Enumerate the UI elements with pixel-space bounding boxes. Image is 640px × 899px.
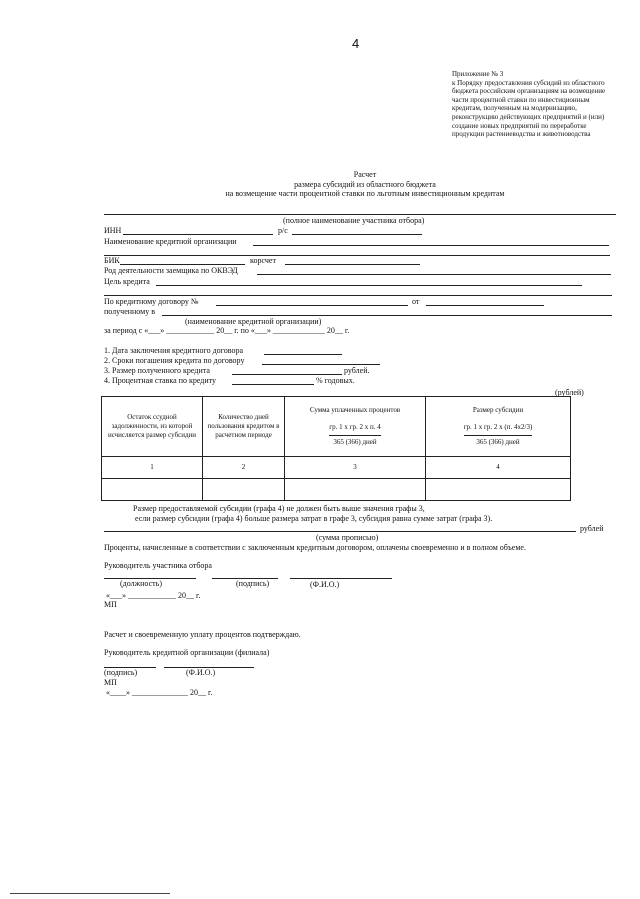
appendix-line: бюджета российским организациям на возмещение [452,87,606,96]
period-line: за период с «___» ____________ 20__ г. по «___» _____________ 20__ г. [104,326,350,335]
bank-mp-label: МП [104,678,117,687]
table-cell[interactable] [203,479,285,501]
note-line: если размер субсидии (графа 4) больше размера затрат в графе 3, субсидия равна сумме затрат (графа 3). [135,514,493,523]
col3-denominator: 365 (366) дней [333,438,377,446]
inn-field[interactable] [123,234,273,235]
item-amount-suffix: рублей. [344,366,370,375]
col1-header: Остаток ссудной задолженности, из которой исчисляется размер субсидии [102,397,203,457]
col-number: 3 [285,457,426,479]
contract-label: По кредитному договору № [104,297,199,306]
item-amount: 3. Размер полученного кредита [104,366,210,375]
col3-title: Сумма уплаченных процентов [309,406,401,414]
table-cell[interactable] [426,479,571,501]
contract-date-field[interactable] [426,305,544,306]
document-title [200,170,530,199]
item-date: 1. Дата заключения кредитного договора [104,346,243,355]
item-terms-field[interactable] [262,364,380,365]
page-number: 4 [352,36,360,51]
korschet-label: корсчет [250,256,276,265]
purpose-field-2[interactable] [104,295,612,296]
appendix-line: части процентной ставки по инвестиционным [452,95,590,104]
participant-caption: (полное наименование участника отбора) [283,216,425,225]
purpose-field[interactable] [156,285,582,286]
korschet-field[interactable] [285,264,420,265]
head-bank-label: Руководитель кредитной организации (филиала) [104,648,270,657]
footer-divider [10,893,170,894]
title-line: Расчет [353,170,377,179]
purpose-label: Цель кредита [104,277,150,286]
col4-title: Размер субсидии [472,406,524,414]
item-terms: 2. Сроки погашения кредита по договору [104,356,245,365]
bank-date-line: «____» ______________ 20__ г. [106,688,213,697]
received-label: полученному в [104,307,155,316]
table-number-row [102,457,571,479]
table-header-row [102,397,571,457]
note-line: Размер предоставляемой субсидии (графа 4) не должен быть выше значения графы 3, [133,504,425,513]
inn-label: ИНН [104,226,122,235]
bank-name-label: Наименование кредитной организации [104,237,237,246]
mp-label: МП [104,600,117,609]
bank-name-field-2[interactable] [104,255,610,256]
col4-denominator: 365 (366) дней [476,438,520,446]
item-amount-field[interactable] [232,374,342,375]
col-number: 2 [203,457,285,479]
rublei-end-label: рублей [580,524,604,533]
appendix-line: Приложение № 3 [452,70,504,78]
appendix-line: кредитам, полученным на модернизацию, [452,104,577,113]
col-number: 4 [426,457,571,479]
col3-numerator: гр. 1 x гр. 2 x п. 4 [329,423,381,436]
table-cell[interactable] [285,479,426,501]
okved-field[interactable] [257,274,611,275]
confirm-text: Проценты, начисленные в соответствии с заключенным кредитным договором, оплачены своевременно и в полном объеме. [104,543,526,552]
col3-formula [329,423,381,447]
col3-header [285,397,426,457]
position-caption: (должность) [120,579,162,588]
participant-name-line[interactable] [104,214,616,215]
rs-field[interactable] [292,234,422,235]
col4-formula [464,423,533,447]
col2-header: Количество дней пользования кредитом в расчетном периоде [203,397,285,457]
item-rate-field[interactable] [232,384,314,385]
item-date-field[interactable] [264,354,342,355]
col-number: 1 [102,457,203,479]
sum-words-field[interactable] [104,531,576,532]
calculation-table [101,396,571,501]
bank-signature-caption: (подпись) [104,668,138,677]
table-cell[interactable] [102,479,203,501]
rublei-label: (рублей) [555,388,584,397]
item-rate-suffix: % годовых. [316,376,355,385]
bank-caption: (наименование кредитной организации) [185,317,322,326]
head-participant-label: Руководитель участника отбора [104,561,212,570]
appendix-line: реконструкцию действующих предприятий и (или) [452,112,605,121]
sum-words-caption: (сумма прописью) [316,533,379,542]
appendix-line: к Порядку предоставления субсидий из областного [452,78,605,87]
bank-fio-caption: (Ф.И.О.) [186,668,216,677]
rs-label: р/с [278,226,288,235]
col4-header [426,397,571,457]
contract-number-field[interactable] [216,305,408,306]
bik-label: БИК [104,256,120,265]
fio-field[interactable] [290,578,392,579]
appendix-line: создание новых предприятий по переработке [452,121,587,130]
appendix-header [452,70,605,139]
okved-label: Род деятельности заемщика по ОКВЭД [104,266,238,275]
bank-name-field[interactable] [253,245,609,246]
item-rate: 4. Процентная ставка по кредиту [104,376,217,385]
date-line: «___» ____________ 20__ г. [106,591,201,600]
appendix-line: продукции растениеводства и животноводства [452,130,591,139]
col4-numerator: гр. 1 x гр. 2 x (п. 4x2/3) [464,423,533,436]
title-line: размера субсидий из областного бюджета [294,179,436,189]
signature-caption: (подпись) [236,579,270,588]
ot-label: от [412,297,420,306]
calc-confirm-text: Расчет и своевременную уплату процентов подтверждаю. [104,630,301,639]
title-line: на возмещение части процентной ставки по льготным инвестиционным кредитам [225,189,505,198]
received-bank-field[interactable] [162,315,612,316]
fio-caption: (Ф.И.О.) [310,580,340,589]
bik-field[interactable] [120,264,245,265]
table-data-row [102,479,571,501]
